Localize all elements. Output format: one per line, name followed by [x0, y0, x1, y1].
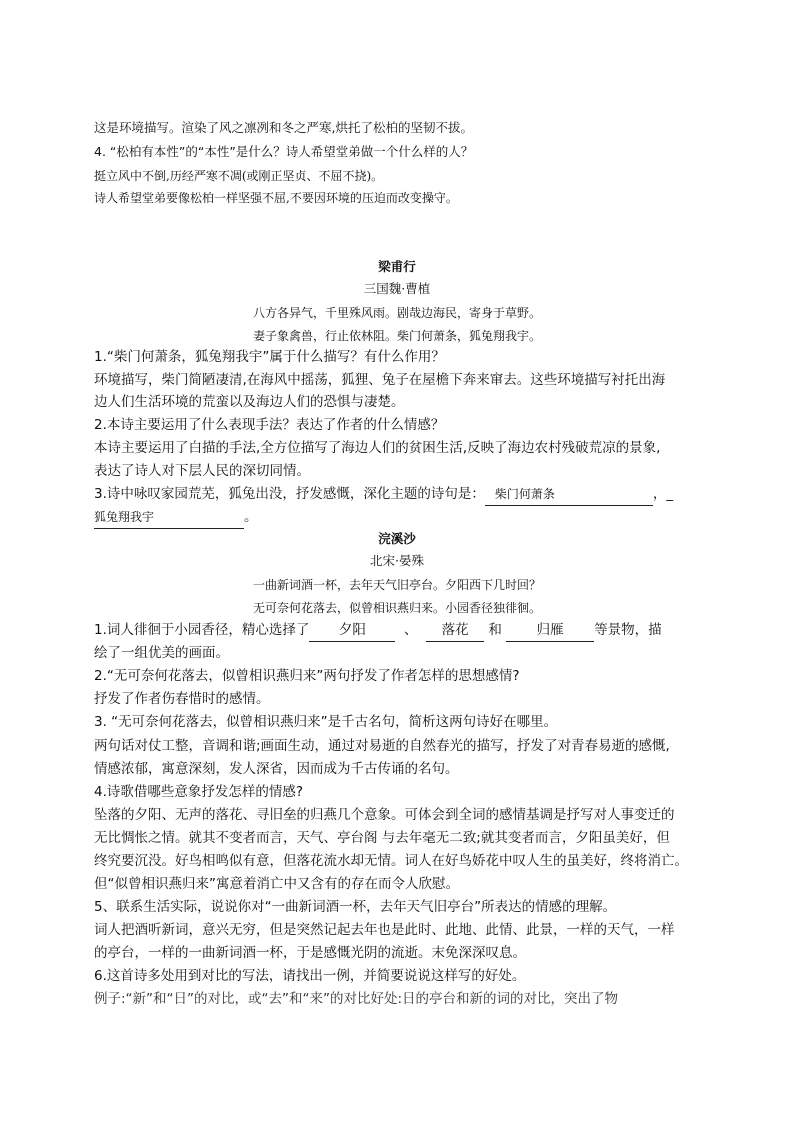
answer-2: 抒发了作者伤春惜时的感情。	[94, 691, 270, 707]
answer-3-line-1: 两句话对仗工整，音调和谐;画面生动，通过对易逝的自然春光的描写，抒发了对青春易逝的感慨,	[94, 738, 670, 754]
answer-4-line-1: 坠落的夕阳、无声的落花、寻旧垒的归燕几个意象。可体会到全词的感情基调是抒写对人事变迁的	[94, 807, 675, 823]
question-3	[94, 483, 673, 506]
poem-verse: 一曲新词酒一杯，去年天气旧亭台。夕阳西下几时回？	[252, 578, 541, 592]
answer-2-line-2: 表达了诗人对下层人民的深切同情。	[94, 463, 310, 479]
poem-author: 三国魏·曹植	[363, 281, 431, 296]
question-3: 3. “无可奈何花落去，似曾相识燕归来”是千古名句，简析这两句诗好在哪里。	[94, 714, 558, 730]
question-5: 5、联系生活实际，说说你对“一曲新词酒一杯，去年天气旧亭台”所表达的情感的理解。	[94, 899, 617, 915]
separator: 、	[403, 622, 418, 638]
poem-title: 浣溪沙	[378, 531, 416, 546]
question-1-text: 1.词人徘徊于小园香径，精心选择了	[94, 622, 310, 638]
poem-verse: 无可奈何花落去，似曾相识燕归来。小园香径独徘徊。	[252, 601, 541, 615]
answer-1-line-2: 边人们生活环境的荒蛮以及海边人们的恐惧与凄楚。	[94, 394, 405, 410]
question-2: 2.“无可奈何花落去，似曾相识燕归来”两句抒发了作者怎样的思想感情?	[94, 668, 520, 684]
period: 。	[244, 509, 258, 525]
poem-title: 梁甫行	[378, 259, 416, 274]
question-3-text: 3.诗中咏叹家园荒芜，狐兔出没，抒发感慨，深化主题的诗句是：	[94, 486, 485, 502]
poem-verse: 八方各异气，千里殊风雨。剧哉边海民，寄身于草野。	[252, 306, 541, 320]
fill-blank: 落花	[426, 619, 484, 642]
question-1-continued: 绘了一组优美的画面。	[94, 645, 229, 661]
question-1: 1.“柴门何萧条，狐兔翔我宇”属于什么描写？有什么作用？	[94, 349, 445, 365]
fill-blank: 狐兔翔我宇	[94, 506, 244, 529]
poem-author: 北宋·晏殊	[370, 553, 424, 568]
question-6: 6.这首诗多处用到对比的写法，请找出一例，并简要说说这样写的好处。	[94, 968, 526, 984]
answer-4-line-1: 挺立风中不倒,历经严寒不凋(或刚正坚贞、不屈不挠)。	[94, 169, 384, 183]
answer-line: 这是环境描写。渲染了风之凛冽和冬之严寒,烘托了松柏的坚韧不拔。	[94, 120, 473, 135]
poem-verse: 妻子象禽兽，行止依林阻。柴门何萧条，狐兔翔我宇。	[252, 329, 541, 343]
comma: ，_	[652, 486, 674, 502]
fill-blank: 夕阳	[309, 619, 395, 642]
question-1-suffix: 等景物，描	[594, 622, 662, 638]
question-4: 4. “松柏有本性”的“本性”是什么？诗人希望堂弟做一个什么样的人？	[94, 144, 474, 159]
answer-5-line-1: 词人把酒听新词，意兴无穷，但是突然记起去年也是此时、此地、此情、此景，一样的天气，一样	[94, 922, 675, 938]
answer-4-line-3: 终究要沉没。好鸟相鸣似有意，但落花流水却无情。词人在好鸟娇花中叹人生的虽美好，终将消亡。	[94, 853, 688, 869]
answer-6-line-1: 例子:“新”和“日”的对比，或“去”和“来”的对比好处:日的亭台和新的词的对比，突出了物	[94, 991, 619, 1007]
question-1	[94, 619, 662, 642]
answer-5-line-2: 的亭台，一样的一曲新词酒一杯，于是感慨光阴的流逝。末免深深叹息。	[94, 945, 526, 961]
answer-4-line-4: 但“似曾相识燕归来”寓意着消亡中又含有的存在而令人欣慰。	[94, 876, 459, 892]
answer-2-line-1: 本诗主要运用了白描的手法,全方位描写了海边人们的贫困生活,反映了海边农村残破荒凉的景象,	[94, 440, 661, 456]
fill-blank: 柴门何萧条	[485, 483, 653, 506]
separator: 和	[488, 622, 502, 638]
answer-4-line-2: 诗人希望堂弟要像松柏一样坚强不屈,不要因环境的压迫而改变操守。	[94, 191, 458, 205]
question-4: 4.诗歌借哪些意象抒发怎样的情感?	[94, 784, 304, 800]
question-3-continued	[94, 506, 258, 529]
fill-blank: 归雁	[506, 619, 594, 642]
question-2: 2.本诗主要运用了什么表现手法？表达了作者的什么情感？	[94, 417, 445, 433]
answer-1-line-1: 环境描写，柴门简陋凄清,在海风中摇荡，狐狸、兔子在屋檐下奔来窜去。这些环境描写衬托出海	[94, 372, 666, 388]
answer-3-line-2: 情感浓郁，寓意深刻，发人深省，因而成为千古传诵的名句。	[94, 761, 459, 777]
answer-4-line-2: 无比惆怅之情。就其不变者而言，天气、亭台阁 与去年毫无二致;就其变者而言，夕阳虽美好，但	[94, 830, 670, 846]
